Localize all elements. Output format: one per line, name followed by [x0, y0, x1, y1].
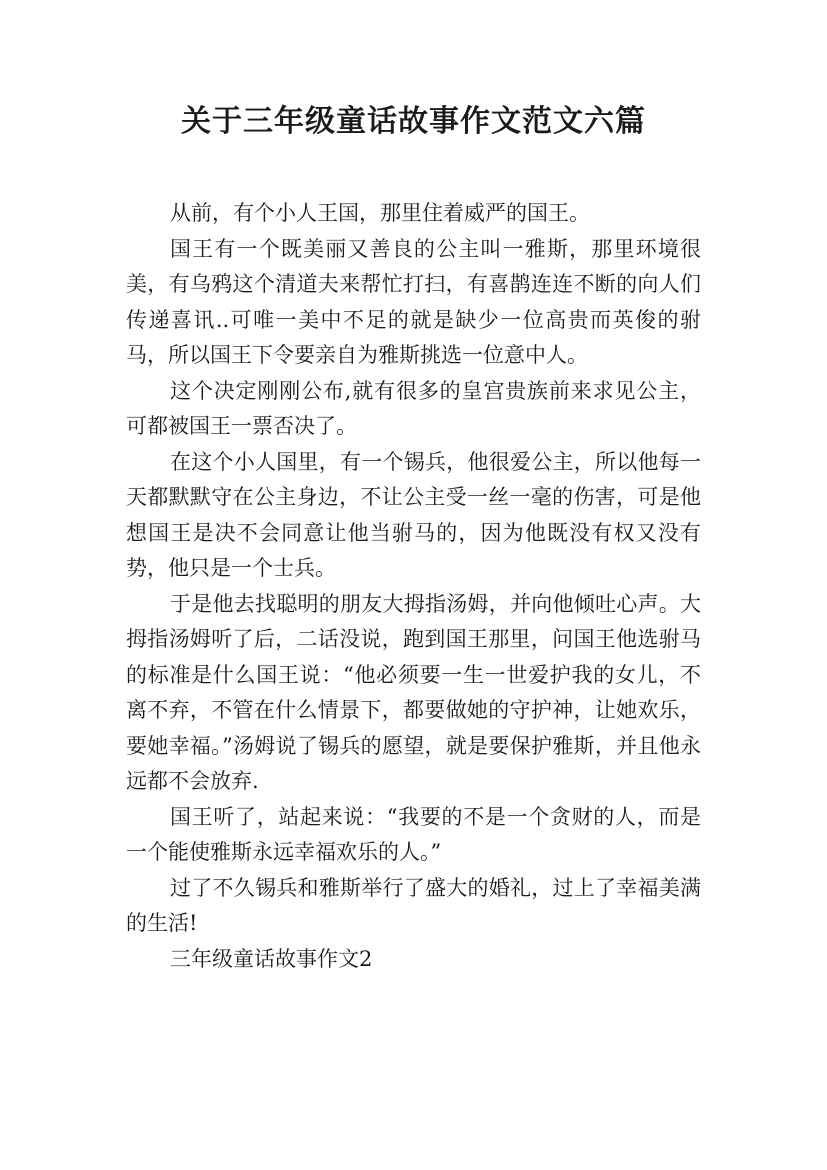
paragraph-2: 国王有一个既美丽又善良的公主叫一雅斯，那里环境很美，有乌鸦这个清道夫来帮忙打扫，有喜鹊连连不断的向人们传递喜讯..可唯一美中不足的就是缺少一位高贵而英俊的驸马，所以国王下令要亲自为雅斯挑选一位意中人。 — [126, 236, 701, 367]
paragraph-1: 从前，有个小人王国，那里住着威严的国王。 — [170, 201, 590, 225]
section-heading: 三年级童话故事作文2 — [170, 946, 373, 971]
document-title: 关于三年级童话故事作文范文六篇 — [181, 104, 646, 139]
paragraph-6: 国王听了，站起来说：“我要的不是一个贪财的人，而是一个能使雅斯永远幸福欢乐的人。” — [126, 804, 701, 864]
paragraph-5: 于是他去找聪明的朋友大拇指汤姆，并向他倾吐心声。大拇指汤姆听了后，二话没说，跑到国王那里，问国王他选驸马的标准是什么国王说：“他必须要一生一世爱护我的女儿，不离不弃，不管在什么情景下，都要做她的守护神，让她欢乐，要她幸福。”汤姆说了锡兵的愿望，就是要保护雅斯，并且他永远都不会放弃. — [126, 591, 701, 793]
paragraph-3: 这个决定刚刚公布,就有很多的皇宫贵族前来求见公主，可都被国王一票否决了。 — [126, 378, 701, 438]
document-body — [126, 196, 701, 977]
paragraph-7: 过了不久锡兵和雅斯举行了盛大的婚礼，过上了幸福美满的生活! — [126, 875, 701, 935]
paragraph-4: 在这个小人国里，有一个锡兵，他很爱公主，所以他每一天都默默守在公主身边，不让公主受一丝一毫的伤害，可是他想国王是决不会同意让他当驸马的，因为他既没有权又没有势，他只是一个士兵。 — [126, 449, 701, 580]
